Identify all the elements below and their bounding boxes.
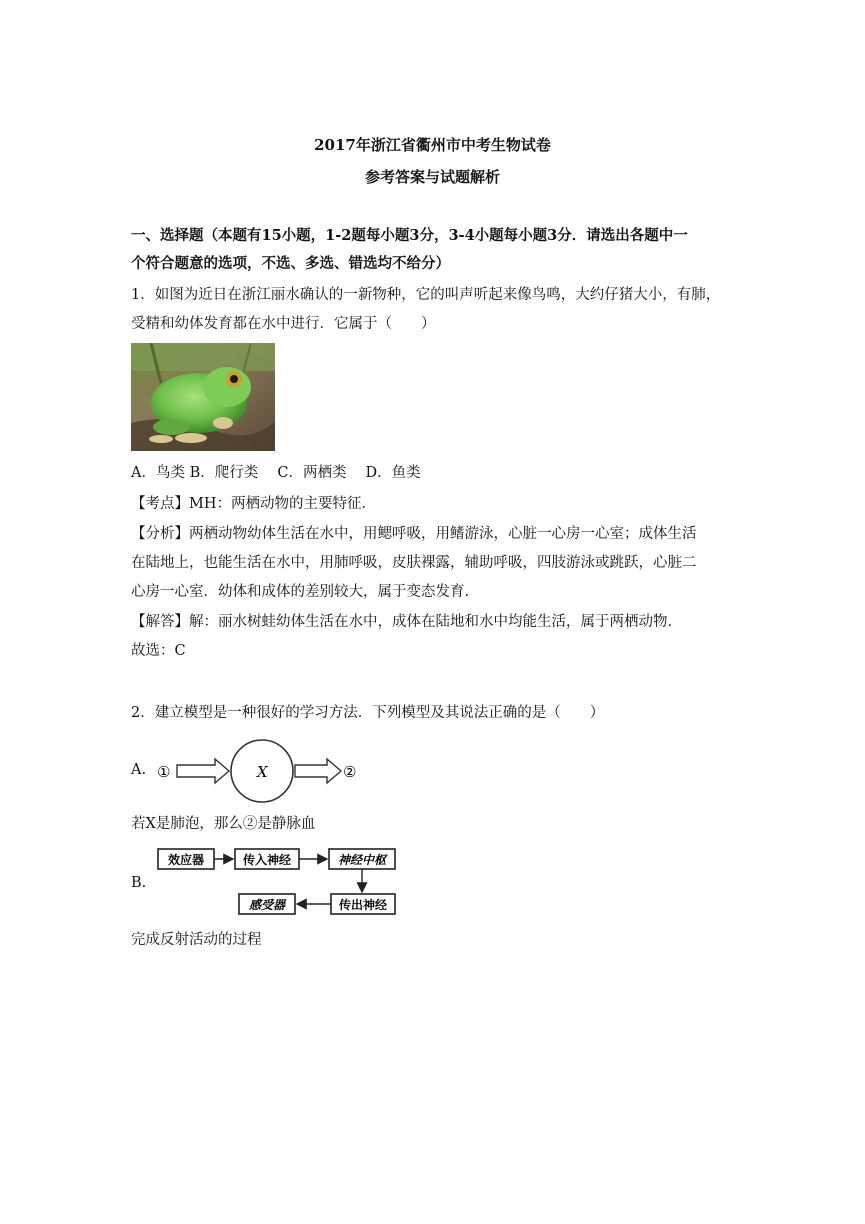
q1-fenxi-line1: 【分析】两栖动物幼体生活在水中，用鳃呼吸，用鳍游泳，心脏一心房一心室；成体生活 [131, 526, 697, 542]
q2-stem: 2．建立模型是一种很好的学习方法．下列模型及其说法正确的是（ ） [131, 705, 605, 721]
q2-optA-label: A. [131, 762, 147, 778]
section-heading-line2: 个符合题意的选项，不选、多选、错选均不给分） [131, 255, 450, 272]
q2-optB-figure [155, 846, 400, 920]
optA-arrow-right [295, 759, 341, 783]
q1-kaodian: 【考点】MH：两栖动物的主要特征． [131, 496, 376, 512]
optB-box4-text: 传出神经 [338, 898, 388, 912]
q2-optB-text: 完成反射活动的过程 [131, 932, 262, 948]
q1-fenxi-line2: 在陆地上，也能生活在水中，用肺呼吸，皮肤裸露，辅助呼吸，四肢游泳或跳跃，心脏二 [131, 555, 697, 571]
optA-circle-1: ① [157, 763, 171, 781]
optB-box3-text: 神经中枢 [337, 853, 387, 867]
q2-optB-label: B. [131, 875, 147, 891]
optA-x-label: X [257, 763, 268, 781]
frog-photo [131, 343, 275, 451]
optB-box2-text: 传入神经 [242, 853, 292, 867]
section-heading-line1: 一、选择题（本题有15小题，1-2题每小题3分，3-4小题每小题3分．请选出各题中一 [131, 227, 688, 244]
q1-fenxi-line3: 心房一心室．幼体和成体的差别较大，属于变态发育． [131, 584, 479, 600]
q1-stem-line1: 1．如图为近日在浙江丽水确认的一新物种，它的叫声听起来像鸟鸣，大约仔猪大小，有肺， [131, 287, 721, 303]
q1-options: A．鸟类 B．爬行类 C．两栖类 D．鱼类 [131, 465, 421, 481]
optA-arrow-left [177, 759, 229, 783]
optB-box5-text: 感受器 [248, 898, 286, 912]
q1-answer: 故选：C [131, 643, 186, 659]
q2-optA-text: 若X是肺泡，那么②是静脉血 [131, 816, 316, 832]
optA-circle-2: ② [343, 763, 357, 781]
frog-image [131, 343, 275, 451]
q1-jieda: 【解答】解：丽水树蛙幼体生活在水中，成体在陆地和水中均能生活，属于两栖动物． [131, 614, 682, 630]
optB-box1-text: 效应器 [167, 853, 205, 867]
page-subtitle: 参考答案与试题解析 [364, 168, 500, 186]
q1-stem-line2: 受精和幼体发育都在水中进行．它属于（ ） [131, 316, 436, 332]
q2-optA-figure [155, 736, 365, 806]
page-title: 2017年浙江省衢州市中考生物试卷 [314, 136, 551, 154]
